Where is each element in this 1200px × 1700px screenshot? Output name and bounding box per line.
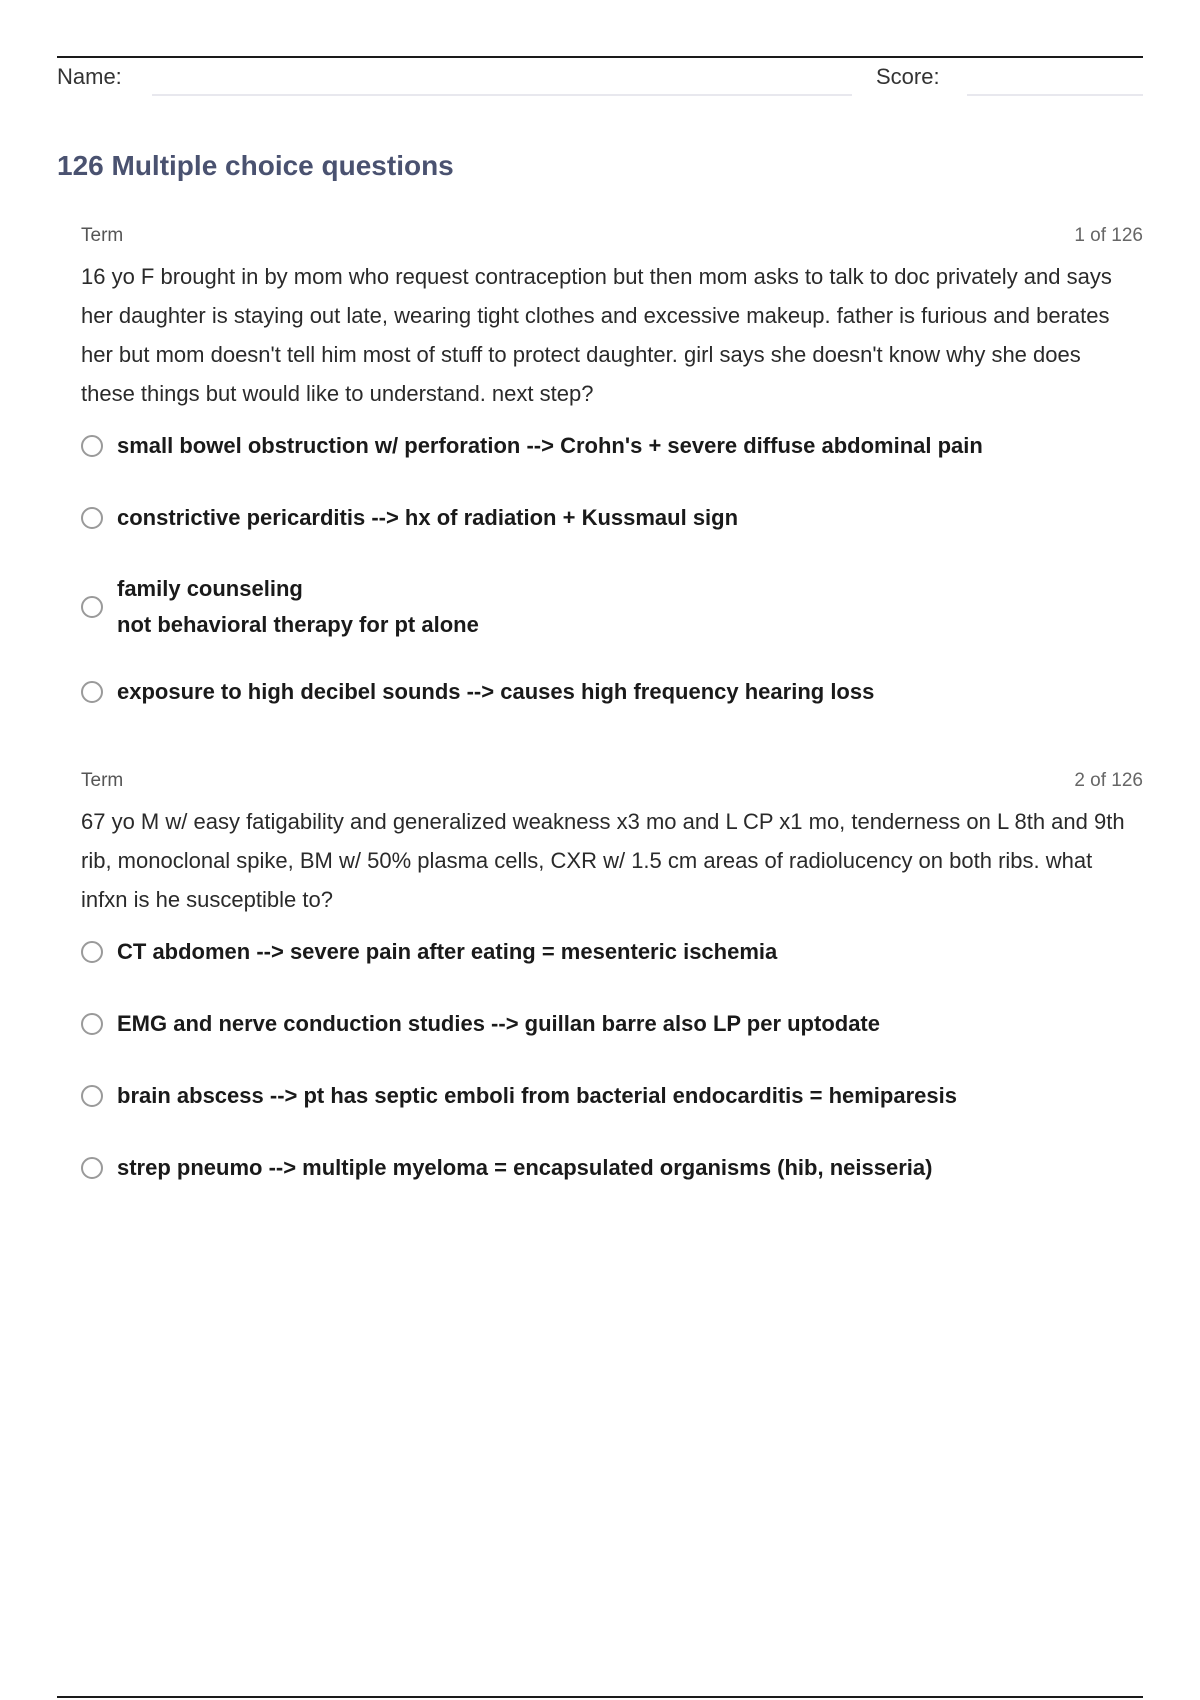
term-row bbox=[81, 225, 1143, 253]
answer-option-text bbox=[117, 934, 777, 970]
worksheet-page bbox=[57, 0, 1143, 1700]
radio-button-icon[interactable] bbox=[81, 596, 103, 618]
question-prompt: 16 yo F brought in by mom who request contraception but then mom asks to talk to doc privately and says her daughter is staying out late, wearing tight clothes and excessive makeup. father is furious and berates her but mom doesn't tell him most of stuff to protect daughter. girl says she doesn't know why she does these things but would like to understand. next step? bbox=[81, 264, 1112, 406]
answer-option[interactable] bbox=[81, 673, 1143, 711]
header-row bbox=[57, 62, 1143, 98]
term-label: Term bbox=[81, 770, 124, 791]
radio-button-icon[interactable] bbox=[81, 1157, 103, 1179]
answer-option[interactable] bbox=[81, 1077, 1143, 1115]
bottom-divider bbox=[57, 1696, 1143, 1698]
question-counter: 2 of 126 bbox=[1074, 770, 1143, 791]
question-prompt: 67 yo M w/ easy fatigability and generalized weakness x3 mo and L CP x1 mo, tenderness on L 8th and 9th rib, monoclonal spike, BM w/ 50% plasma cells, CXR w/ 1.5 cm areas of radiolucency on both ribs. what infxn is he susceptible to? bbox=[81, 809, 1125, 912]
answer-options bbox=[81, 933, 1143, 1187]
answer-options bbox=[81, 427, 1143, 711]
answer-option-text bbox=[117, 1150, 932, 1186]
answer-option-line: exposure to high decibel sounds --> causes high frequency hearing loss bbox=[117, 679, 875, 704]
answer-option-text bbox=[117, 428, 983, 464]
answer-option-line: family counseling bbox=[117, 576, 303, 601]
top-divider bbox=[57, 56, 1143, 58]
term-row bbox=[81, 770, 1143, 798]
answer-option[interactable] bbox=[81, 1005, 1143, 1043]
score-field-line[interactable] bbox=[967, 94, 1143, 96]
name-label: Name: bbox=[57, 64, 122, 89]
answer-option-line: brain abscess --> pt has septic emboli from bacterial endocarditis = hemiparesis bbox=[117, 1083, 957, 1108]
answer-option-text bbox=[117, 571, 479, 643]
answer-option-line: strep pneumo --> multiple myeloma = encapsulated organisms (hib, neisseria) bbox=[117, 1155, 933, 1180]
term-label: Term bbox=[81, 225, 124, 246]
answer-option-text bbox=[117, 674, 874, 710]
answer-option-text bbox=[117, 500, 738, 536]
answer-option-line: not behavioral therapy for pt alone bbox=[117, 612, 479, 637]
answer-option[interactable] bbox=[81, 933, 1143, 971]
name-field-line[interactable] bbox=[152, 94, 852, 96]
answer-option[interactable] bbox=[81, 571, 1143, 643]
score-label: Score: bbox=[876, 64, 940, 89]
question-1 bbox=[81, 225, 1143, 745]
radio-button-icon[interactable] bbox=[81, 941, 103, 963]
radio-button-icon[interactable] bbox=[81, 1085, 103, 1107]
radio-button-icon[interactable] bbox=[81, 507, 103, 529]
radio-button-icon[interactable] bbox=[81, 1013, 103, 1035]
answer-option[interactable] bbox=[81, 1149, 1143, 1187]
answer-option[interactable] bbox=[81, 427, 1143, 465]
answer-option-line: constrictive pericarditis --> hx of radiation + Kussmaul sign bbox=[117, 505, 739, 530]
section-title: 126 Multiple choice questions bbox=[57, 150, 454, 181]
answer-option[interactable] bbox=[81, 499, 1143, 537]
radio-button-icon[interactable] bbox=[81, 681, 103, 703]
answer-option-text bbox=[117, 1006, 880, 1042]
answer-option-line: small bowel obstruction w/ perforation --> Crohn's + severe diffuse abdominal pain bbox=[117, 433, 983, 458]
radio-button-icon[interactable] bbox=[81, 435, 103, 457]
answer-option-line: CT abdomen --> severe pain after eating = mesenteric ischemia bbox=[117, 939, 778, 964]
answer-option-line: EMG and nerve conduction studies --> guillan barre also LP per uptodate bbox=[117, 1011, 880, 1036]
question-counter: 1 of 126 bbox=[1074, 225, 1143, 246]
question-2 bbox=[81, 770, 1143, 1221]
answer-option-text bbox=[117, 1078, 957, 1114]
